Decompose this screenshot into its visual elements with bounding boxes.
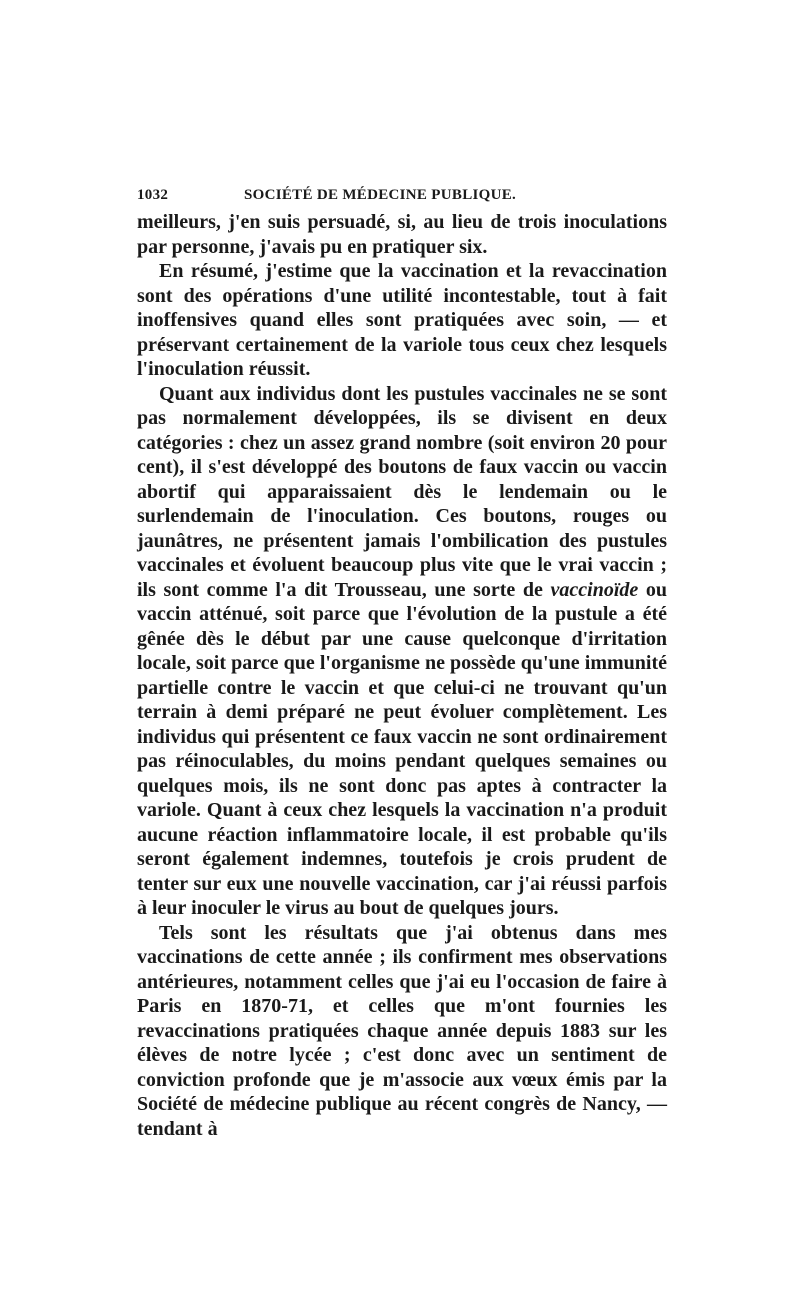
paragraph-2: En résumé, j'estime que la vaccination et la revaccination sont des opérations d'une utilité incontestable, tout à fait inoffensives quand elles sont pratiquées avec soin, — et préservant certainement de la variole tous ceux chez lesquels l'inoculation réussit. bbox=[137, 260, 667, 380]
paragraph-3 bbox=[137, 382, 667, 921]
paragraph-1: meilleurs, j'en suis persuadé, si, au lieu de trois inoculations par personne, j'avais pu en pratiquer six. bbox=[137, 211, 667, 258]
paragraph-3-italic-term: vaccinoïde bbox=[550, 578, 639, 601]
paragraph-3-text-before: Quant aux individus dont les pustules vaccinales ne se sont pas normalement développées, ils se divisent en deux catégories : chez un assez grand nombre (soit environ 20 pour cent), il s'est développé des boutons de faux vaccin ou vaccin abortif qui apparaissaient dès le lendemain ou le surlendemain de l'inoculation. Ces boutons, rouges ou jaunâtres, ne présentent jamais l'ombilication des pustules vaccinales et évoluent beaucoup plus vite que le vrai vaccin ; ils sont comme l'a dit Trousseau, une sorte de bbox=[137, 382, 667, 601]
running-title: SOCIÉTÉ DE MÉDECINE PUBLIQUE. bbox=[244, 187, 517, 203]
body-text bbox=[137, 210, 667, 1141]
page-number: 1032 bbox=[137, 187, 169, 203]
page-header bbox=[137, 187, 667, 209]
paragraph-3-text-after: ou vaccin atténué, soit parce que l'évolution de la pustule a été gênée dès le début par une cause quelconque d'irritation locale, soit parce que l'organisme ne possède qu'une immunité partielle contre le vaccin et que celui-ci ne trouvant qu'un terrain à demi préparé ne peut évoluer complètement. Les individus qui présentent ce faux vaccin ne sont ordinairement pas réinoculables, du moins pendant quelques semaines ou quelques mois, ils ne sont donc pas aptes à contracter la variole. Quant à ceux chez lesquels la vaccination n'a produit aucune réaction inflammatoire locale, il est probable qu'ils seront également indemnes, toutefois je crois prudent de tenter sur eux une nouvelle vaccination, car j'ai réussi parfois à leur inoculer le virus au bout de quelques jours. bbox=[137, 578, 667, 919]
paragraph-4: Tels sont les résultats que j'ai obtenus dans mes vaccinations de cette année ; ils confirment mes observations antérieures, notamment celles que j'ai eu l'occasion de faire à Paris en 1870-71, et celles que m'ont fournies les revaccinations pratiquées chaque année depuis 1883 sur les élèves de notre lycée ; c'est donc avec un sentiment de conviction profonde que je m'associe aux vœux émis par la Société de médecine publique au récent congrès de Nancy, — tendant à bbox=[137, 921, 667, 1140]
